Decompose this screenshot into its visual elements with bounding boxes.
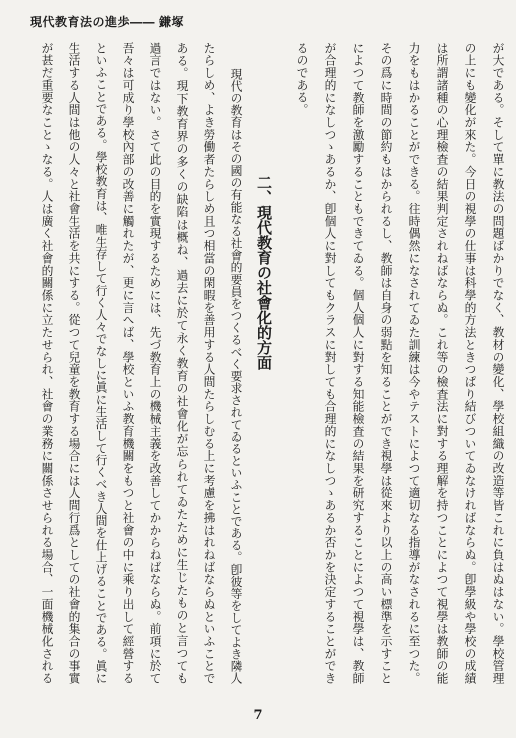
body-line: 現代の教育はその國の有能なる社會的要員をつくるべく要求されてゐるといふことである。卽彼等をしてよき隣人	[229, 68, 243, 684]
body-line: 過言ではない。さて此の目的を實現するためには、先づ教育上の機械主義を改善してかからねばならぬ。前項に於て	[148, 42, 162, 684]
body-line: るのである。	[295, 42, 309, 116]
body-line: 吾々は可成り學校內部の改善に觸れたが、更に言へば、學校といふ教育機關をもつと社會の中に乘り出して經營する	[121, 42, 135, 684]
body-line: たらしめ、よき勞働者たらしめ且つ相當の閑暇を善用する人間たらしむる上に考慮を拂はれねばならぬといふことで	[202, 42, 216, 684]
body-line: 力をもはかることができる。往時偶然になされてゐた訓練は今やテストによつて適切なる指導がなされるに至つた。	[407, 42, 421, 684]
body-line: といふことである。學校教育は、唯生存して行く人々でなしに眞に生活して行くべき人間を仕上げることである。眞に	[94, 42, 108, 684]
body-line: は所謂諸種の心理檢査の結果判定されねばならぬ。これ等の檢査法に對する理解を持つことによつて視學は教師の能	[435, 42, 449, 684]
body-line: によつて教師を激勵することもできてゐる。個人個人に對する知能檢査の結果を研究することによつて視學は、教師	[351, 42, 365, 684]
body-line: ある。現下教育界の多くの缺陷は概ね、過去に於て永く教育の社會化が忘られてゐたために生じたものと言つても	[175, 42, 189, 684]
section-heading: 二、現代教育の社會化的方面	[255, 175, 273, 370]
running-head	[30, 14, 184, 30]
author-name: 鎌塚	[159, 15, 185, 29]
body-line: の上にも變化が來た。今日の視學の仕事は科學的方法ときつぱり結びついてゐなければならぬ。卽學級や學校の成績	[463, 42, 477, 684]
body-line: その爲に時間の節約もはかられるし、教師は自身の弱點を知ることができ視學は從來より以上の高い標準を示すこと	[379, 42, 393, 684]
body-line: が大である。そして單に教法の問題ばかりでなく、教材の變化、學校組織の改造等皆これに負はぬはない。學校管理	[491, 42, 505, 684]
body-line: が合理的になしつゝあるか、卽個人に對してもクラスに對しても合理的になしつゝあるか否かを決定することができ	[323, 42, 337, 684]
page-number: 7	[253, 708, 263, 723]
body-line: 生活する人間は他の人々と社會生活を共にする。從つて兒童を教育する場合には人間行爲としての社會的集合の事實	[67, 42, 81, 684]
body-line: が甚だ重要なことゝなる。人は廣く社會的關係に立たせられ、社會の業務に關係させられる場合、一面機械化される	[40, 42, 54, 684]
running-title: 現代教育法の進歩――	[30, 15, 156, 29]
